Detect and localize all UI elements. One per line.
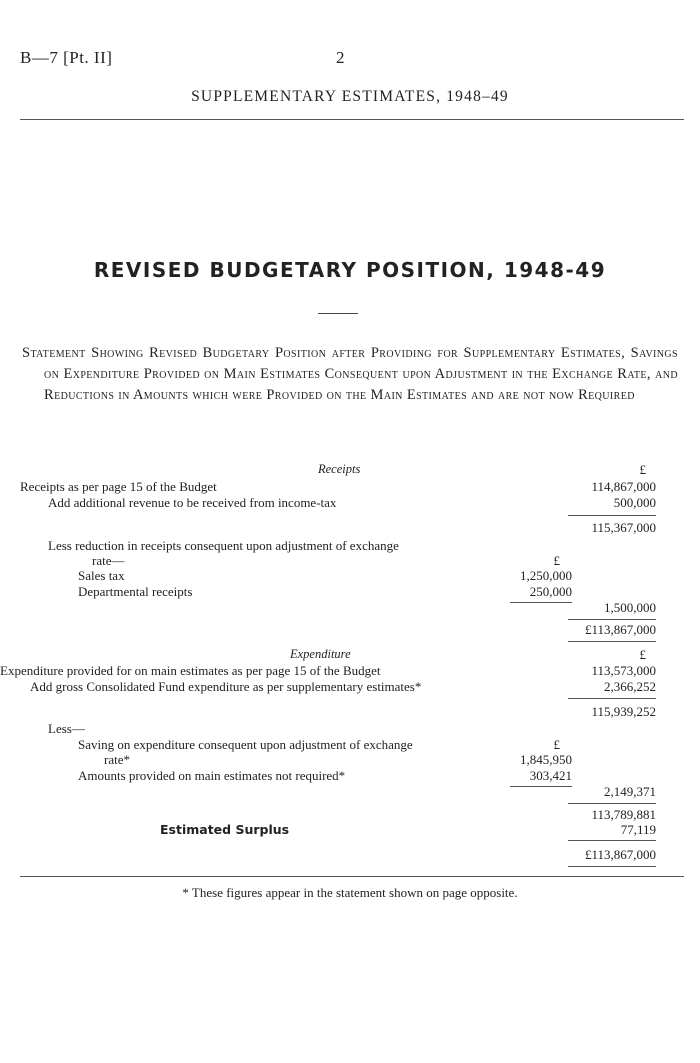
row-amount: 113,573,000 <box>591 663 656 678</box>
expenditure-heading: Expenditure <box>290 647 351 661</box>
row-label: Less— <box>48 721 85 736</box>
row-label: Less reduction in receipts consequent upon adjustment of exchange <box>48 538 399 553</box>
row-label: rate— <box>92 553 125 568</box>
statement-description: Statement Showing Revised Budgetary Position after Providing for Supplementary Estimates, Savings on Expenditure Provided on Main Estimates Consequent upon Adjustment in the Exchange Rate, and Reductions in Amounts which were Provided on the Main Estimates and are not now Required <box>22 345 678 403</box>
row-label: Departmental receipts <box>78 584 193 599</box>
table-row <box>0 704 700 721</box>
sum-rule <box>568 515 656 516</box>
row-inner-amount: 303,421 <box>529 768 572 783</box>
table-row <box>0 847 700 864</box>
surplus-label: Estimated Surplus <box>160 822 290 837</box>
table-row <box>0 768 700 785</box>
receipts-subtotal: 115,367,000 <box>591 520 656 535</box>
page-title: REVISED BUDGETARY POSITION, 1948-49 <box>93 258 607 282</box>
table-row <box>0 752 700 769</box>
table-row <box>0 479 700 496</box>
table-row <box>0 568 700 585</box>
table-row <box>0 822 700 839</box>
sum-rule <box>568 619 656 620</box>
row-inner-amount: 250,000 <box>529 584 572 599</box>
expenditure-subtotal: 115,939,252 <box>591 704 656 719</box>
header-rule <box>20 119 684 120</box>
table-row <box>0 721 700 738</box>
table-row <box>0 584 700 601</box>
table-row <box>0 663 700 680</box>
row-label: Saving on expenditure consequent upon adjustment of exchange <box>78 737 413 752</box>
surplus-amount: 77,119 <box>620 822 656 837</box>
row-amount: 114,867,000 <box>591 479 656 494</box>
title-rule <box>318 313 358 314</box>
receipts-currency-row <box>0 462 700 479</box>
sum-rule <box>568 641 656 642</box>
receipts-heading: Receipts <box>318 462 361 476</box>
expenditure-less-total: 2,149,371 <box>604 784 656 799</box>
row-amount: 500,000 <box>613 495 656 510</box>
expenditure-currency: £ <box>639 647 646 662</box>
receipts-currency: £ <box>639 462 646 477</box>
footer-rule <box>20 876 684 877</box>
footnote: * These figures appear in the statement shown on page opposite. <box>182 885 518 900</box>
row-label: Expenditure provided for on main estimates as per page 15 of the Budget <box>0 663 381 678</box>
table-row <box>0 600 700 617</box>
table-row <box>0 520 700 537</box>
table-row <box>0 679 700 696</box>
row-amount: 2,366,252 <box>604 679 656 694</box>
expenditure-total: £113,867,000 <box>584 847 656 862</box>
row-label: Add additional revenue to be received from income-tax <box>48 495 337 510</box>
row-label: Amounts provided on main estimates not required* <box>78 768 346 783</box>
expenditure-currency-row <box>0 647 700 664</box>
row-label: Sales tax <box>78 568 125 583</box>
table-row <box>0 495 700 512</box>
table-row <box>0 622 700 639</box>
row-label: rate* <box>104 752 130 767</box>
row-label: Receipts as per page 15 of the Budget <box>20 479 217 494</box>
row-label: Add gross Consolidated Fund expenditure as per supplementary estimates* <box>30 679 422 694</box>
sum-rule <box>568 866 656 867</box>
receipts-total: £113,867,000 <box>584 622 656 637</box>
table-row <box>0 784 700 801</box>
row-inner-amount: 1,845,950 <box>520 752 572 767</box>
inner-currency: £ <box>553 553 560 568</box>
running-title: SUPPLEMENTARY ESTIMATES, 1948–49 <box>191 88 509 105</box>
inner-currency: £ <box>553 737 560 752</box>
expenditure-net: 113,789,881 <box>591 807 656 822</box>
part-reference: B—7 [Pt. II] <box>20 48 113 67</box>
sum-rule <box>568 803 656 804</box>
receipts-less-total: 1,500,000 <box>604 600 656 615</box>
sum-rule <box>568 840 656 841</box>
sum-rule <box>568 698 656 699</box>
row-inner-amount: 1,250,000 <box>520 568 572 583</box>
page-number: 2 <box>336 48 345 67</box>
